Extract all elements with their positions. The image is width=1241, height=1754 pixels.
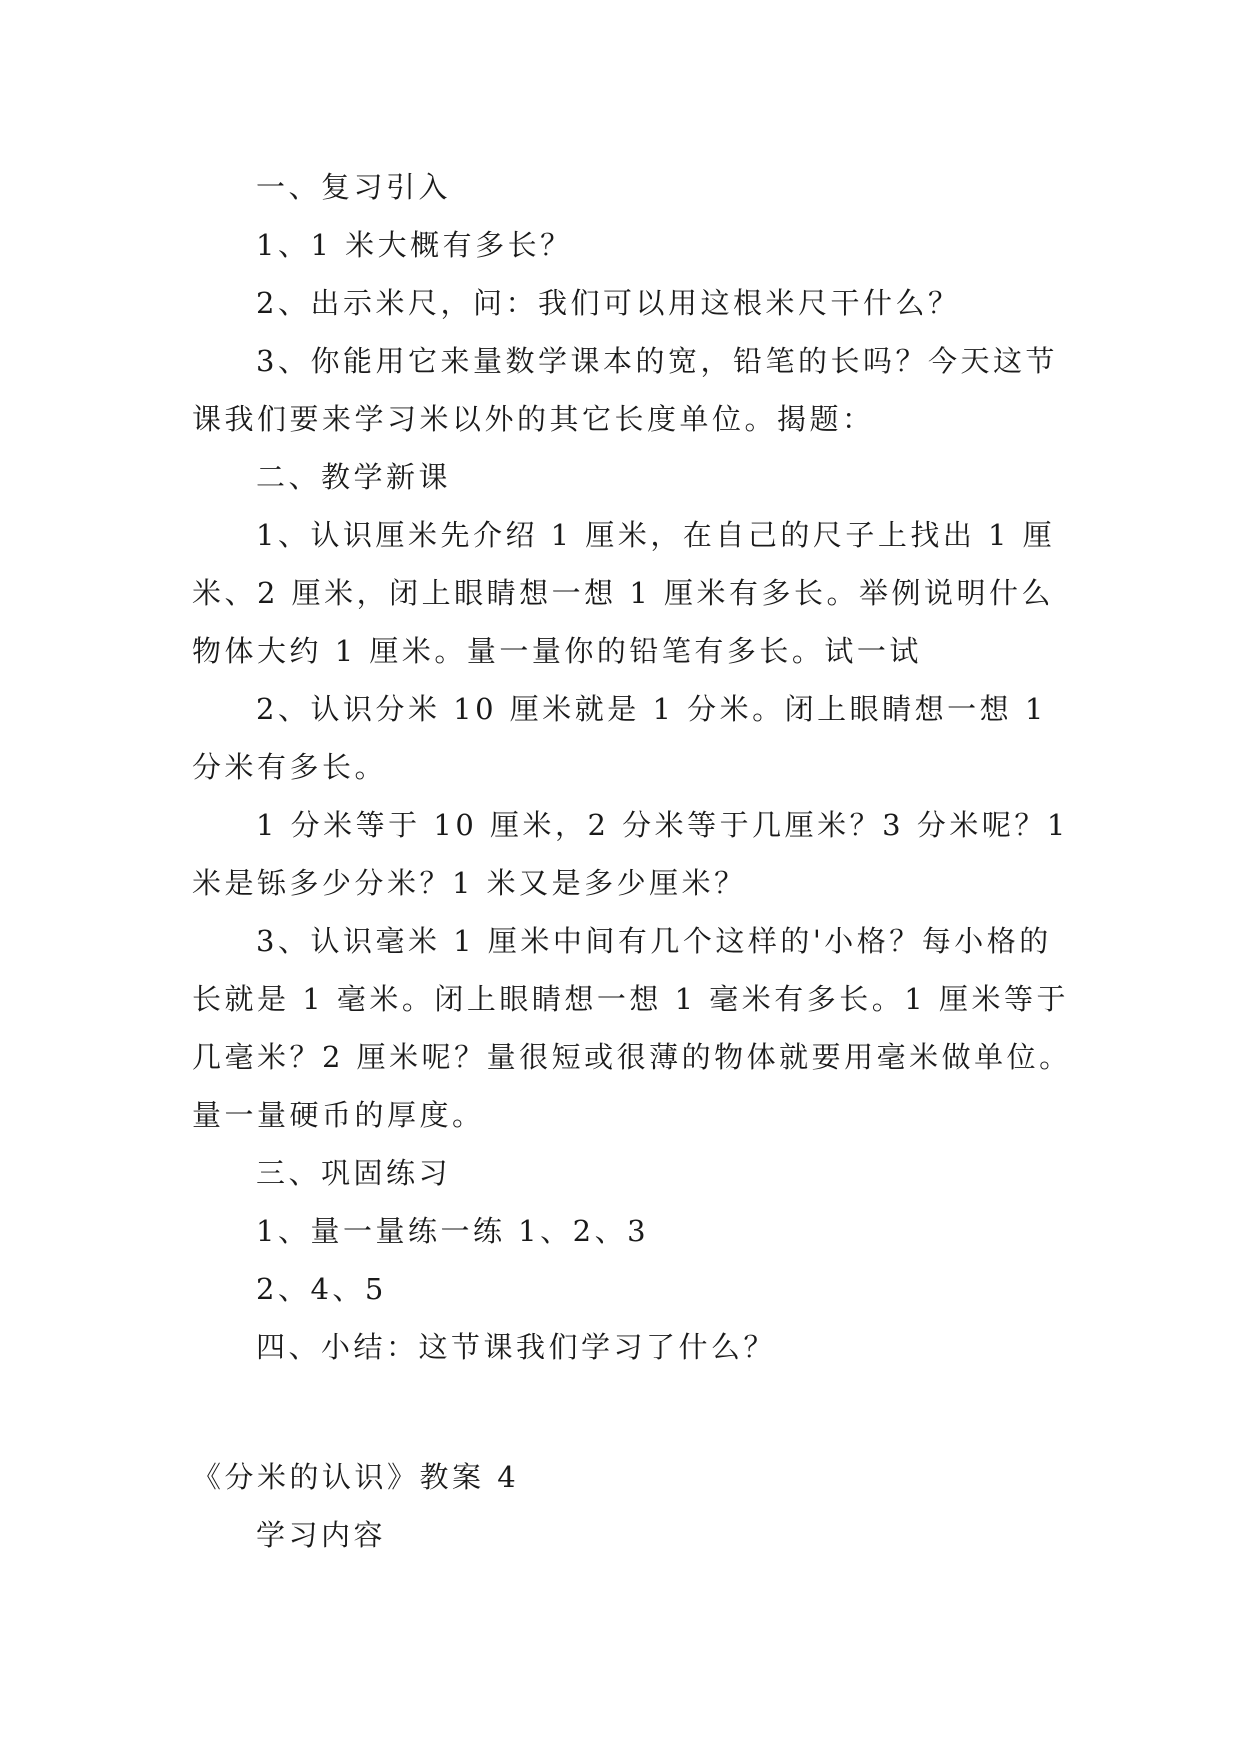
learning-content-heading: 学习内容 — [256, 1518, 387, 1552]
practice-item-1: 1、量一量练一练 1、2、3 — [256, 1214, 650, 1248]
heading-summary: 四、小结：这节课我们学习了什么？ — [256, 1330, 777, 1364]
lesson-item-millimeter: 3、认识毫米 1 厘米中间有几个这样的'小格？每小格的长就是 1 毫米。闭上眼睛想一想 1 毫米有多长。1 厘米等于几毫米？2 厘米呢？量很短或很薄的物体就要用毫米做单位。量一量硬币的厚度。 — [192, 924, 1072, 1132]
practice-item-2: 2、4、5 — [256, 1272, 387, 1306]
review-item-3: 3、你能用它来量数学课本的宽，铅笔的长吗？今天这节课我们要来学习米以外的其它长度单位。揭题： — [192, 344, 1058, 436]
lesson-body — [192, 158, 1072, 1376]
heading-review-intro: 一、复习引入 — [256, 170, 452, 204]
lesson-item-conversion: 1 分米等于 10 厘米，2 分米等于几厘米？3 分米呢？1 米是铄多少分米？1 米又是多少厘米？ — [192, 808, 1069, 900]
lesson-plan-title: 《分米的认识》教案 4 — [192, 1460, 520, 1494]
heading-practice: 三、巩固练习 — [256, 1156, 452, 1190]
lesson-item-decimeter: 2、认识分米 10 厘米就是 1 分米。闭上眼睛想一想 1 分米有多长。 — [192, 692, 1047, 784]
lesson-item-centimeter: 1、认识厘米先介绍 1 厘米，在自己的尺子上找出 1 厘米、2 厘米，闭上眼睛想一想 1 厘米有多长。举例说明什么物体大约 1 厘米。量一量你的铅笔有多长。试一试 — [192, 518, 1056, 668]
review-item-2: 2、出示米尺，问：我们可以用这根米尺干什么？ — [256, 286, 961, 320]
review-item-1: 1、1 米大概有多长？ — [256, 228, 573, 262]
heading-new-lesson: 二、教学新课 — [256, 460, 452, 494]
